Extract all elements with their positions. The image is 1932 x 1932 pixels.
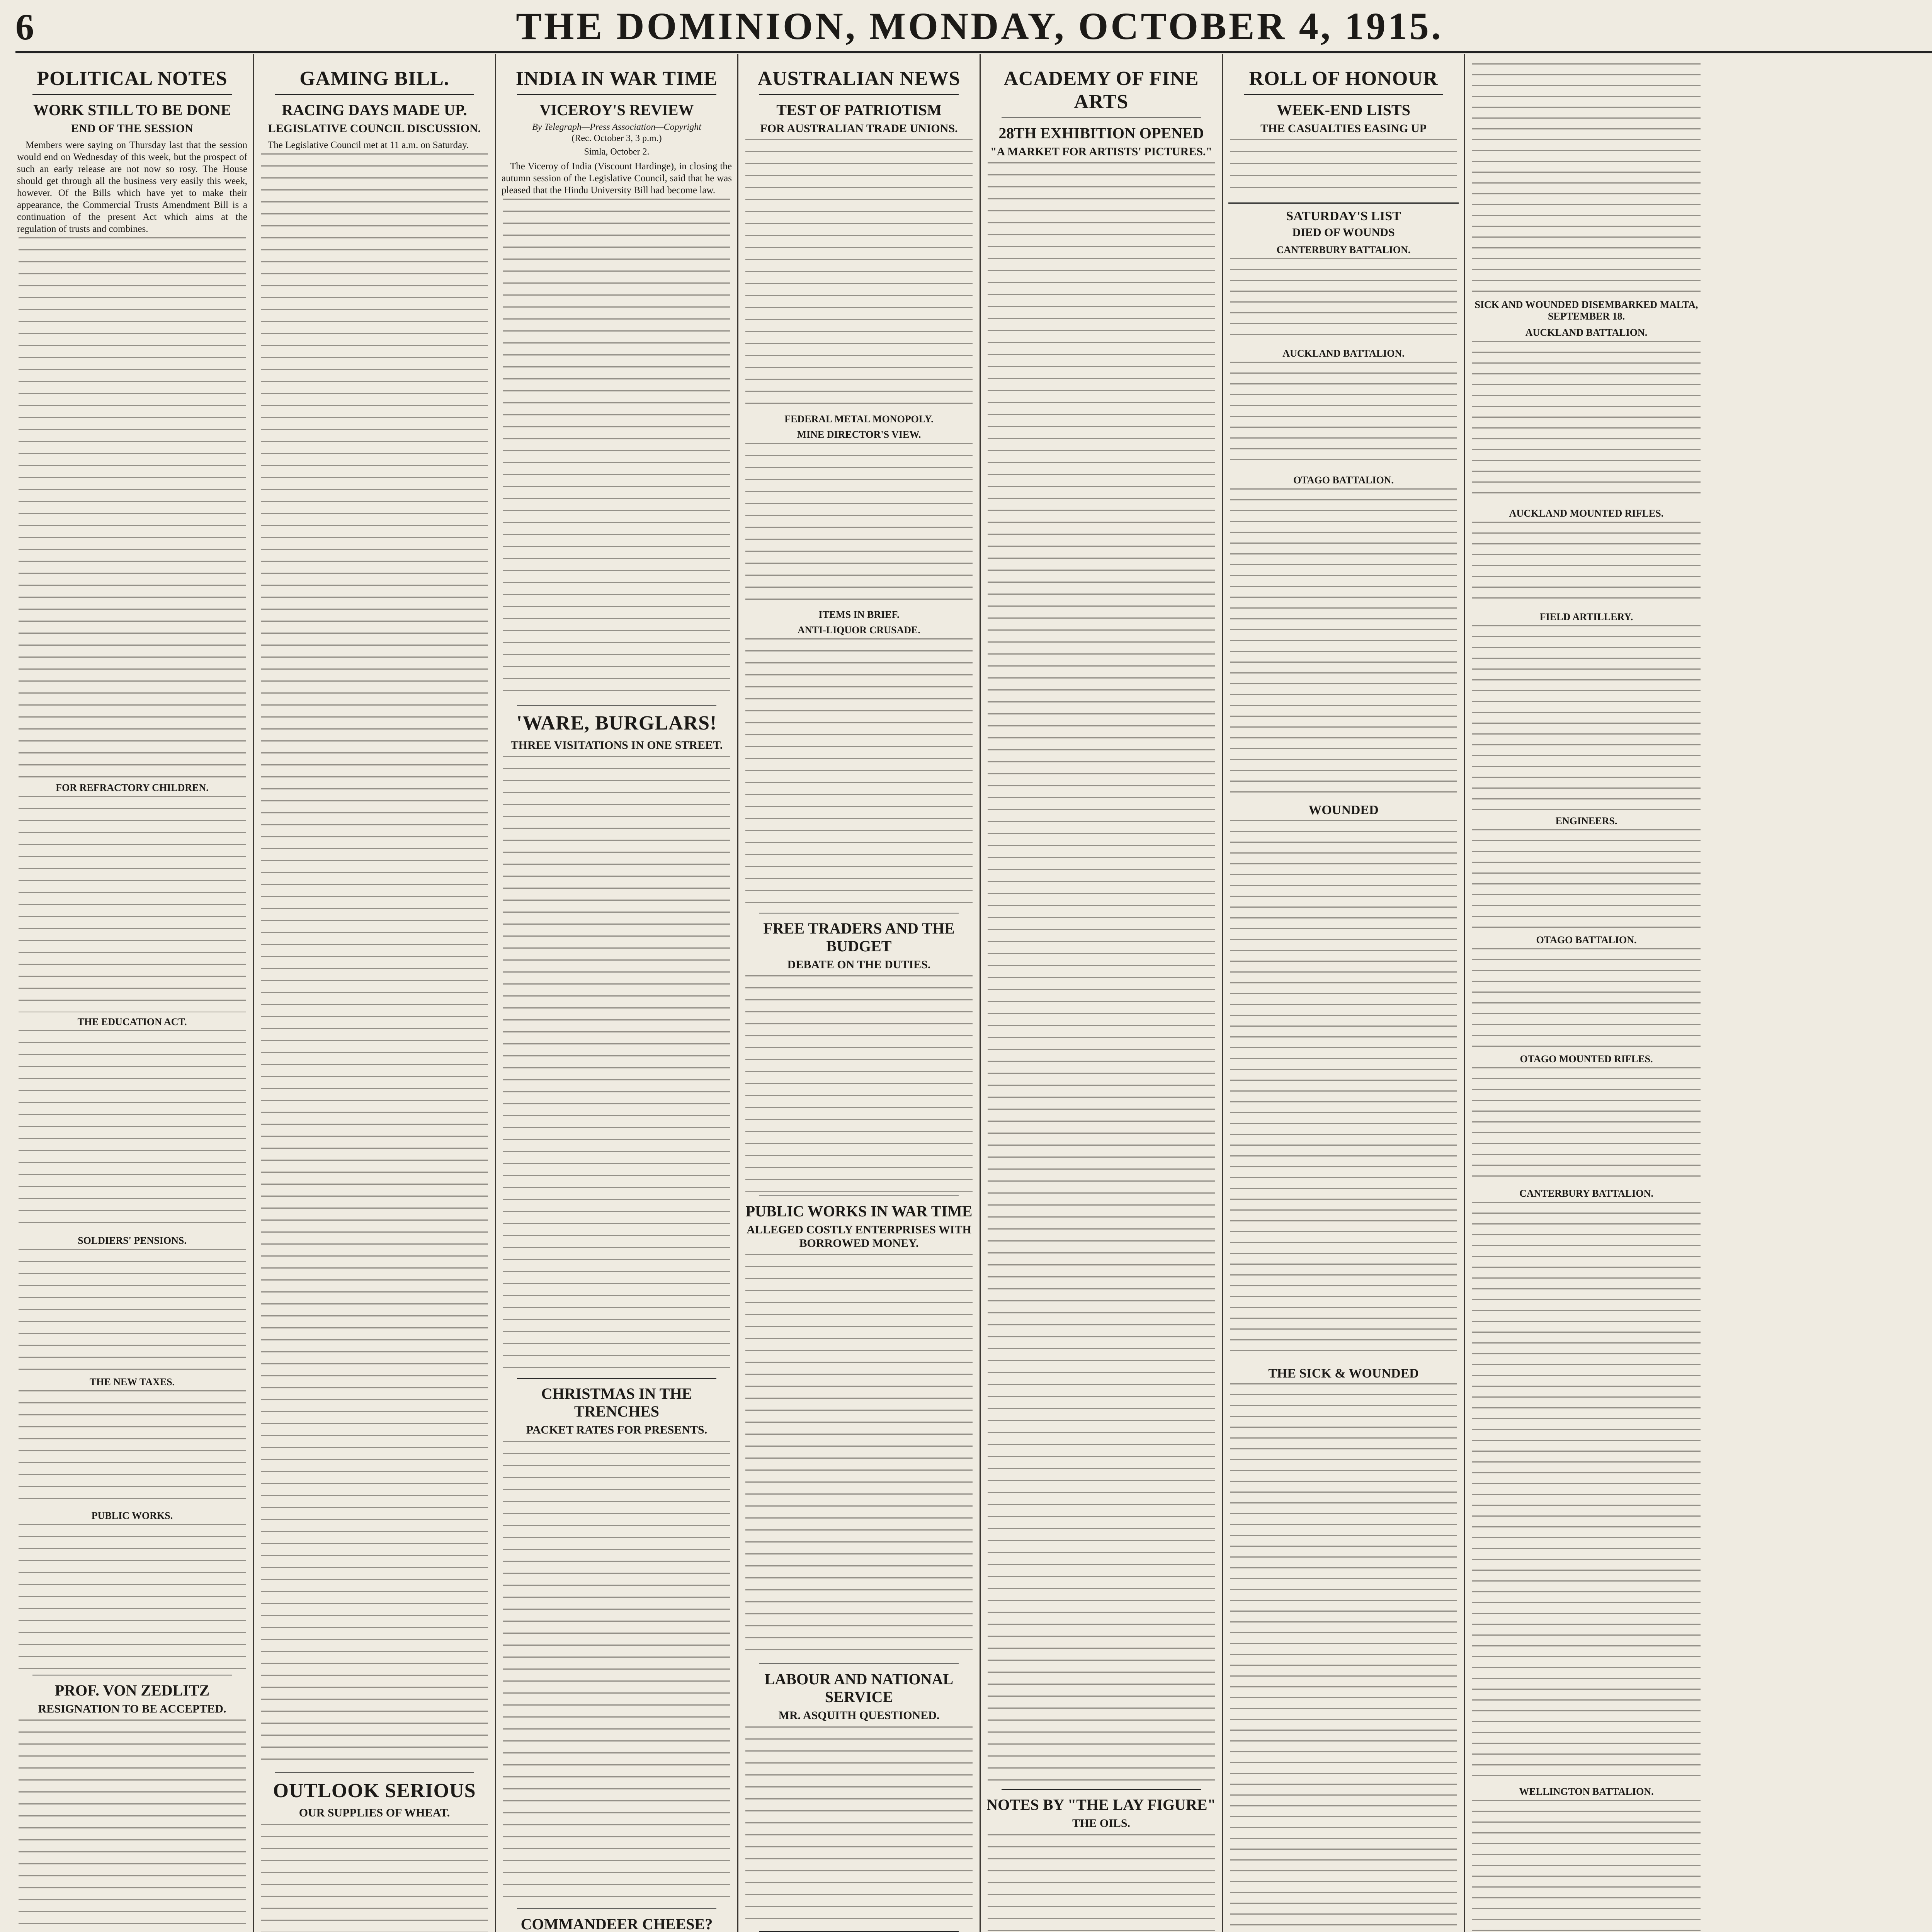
column-7: [1465, 54, 1708, 1932]
gaming-bill-sub: RACING DAYS MADE UP.: [282, 101, 467, 119]
zedlitz-heading: PROF. VON ZEDLITZ: [54, 1681, 210, 1699]
column-3: [496, 54, 738, 1932]
brief-sub: ANTI-LIQUOR CRUSADE.: [798, 624, 920, 636]
article-text: [19, 237, 246, 778]
academy-sub2: "A MARKET FOR ARTISTS' PICTURES.": [990, 145, 1213, 158]
saturday-list-heading: SATURDAY'S LIST: [1286, 209, 1401, 224]
casualty-list: [1472, 948, 1701, 1049]
roll-of-honour-sub: WEEK-END LISTS: [1277, 101, 1410, 119]
article-text: [503, 756, 730, 1374]
casualty-list: [1472, 63, 1701, 295]
article-text: [261, 1824, 488, 1932]
unit-heading: WELLINGTON BATTALION.: [1519, 1786, 1654, 1797]
cheese-heading: COMMANDEER CHEESE?: [520, 1915, 713, 1932]
casualty-list: [1472, 1202, 1701, 1781]
labour-heading: LABOUR AND NATIONAL SERVICE: [764, 1670, 954, 1706]
federal-heading: FEDERAL METAL MONOPOLY.: [784, 413, 934, 425]
unit-heading: CANTERBURY BATTALION.: [1276, 244, 1411, 255]
india-sub: VICEROY'S REVIEW: [539, 101, 694, 119]
burglars-sub: THREE VISITATIONS IN ONE STREET.: [510, 738, 723, 752]
columns: [12, 54, 1932, 1932]
dateline: (Rec. October 3, 3 p.m.): [571, 133, 662, 143]
political-notes-heading: POLITICAL NOTES: [37, 68, 228, 90]
gaming-bill-body: [259, 139, 490, 151]
zedlitz-sub: RESIGNATION TO BE ACCEPTED.: [38, 1702, 226, 1715]
article-text: [745, 1254, 973, 1660]
article-text: [503, 1441, 730, 1905]
column-1: [12, 54, 254, 1932]
academy-heading: ACADEMY OF FINE ARTS: [1003, 68, 1199, 113]
gaming-bill-heading: GAMING BILL.: [299, 68, 449, 90]
unit-heading: AUCKLAND BATTALION.: [1525, 327, 1648, 338]
roll-of-honour-sub2: THE CASUALTIES EASING UP: [1260, 122, 1427, 135]
casualty-list: [1472, 829, 1701, 930]
patriotism-heading: TEST OF PATRIOTISM: [776, 101, 942, 119]
column-2: [254, 54, 496, 1932]
casualty-list: [1230, 258, 1457, 343]
unit-heading: OTAGO BATTALION.: [1536, 934, 1637, 946]
casualty-list: [1230, 488, 1457, 798]
public-works-heading: PUBLIC WORKS.: [91, 1510, 173, 1521]
article-text: [19, 1524, 246, 1671]
public-works-war-heading: PUBLIC WORKS IN WAR TIME: [745, 1202, 973, 1220]
burglars-heading: 'WARE, BURGLARS!: [516, 712, 717, 734]
column-6: [1223, 54, 1465, 1932]
sick-malta-heading: SICK AND WOUNDED DISEMBARKED MALTA, SEPTEMBER 18.: [1475, 299, 1698, 322]
article-text: [745, 975, 973, 1192]
masthead-rule: [15, 51, 1932, 53]
australian-news-heading: AUSTRALIAN NEWS: [757, 68, 961, 90]
casualty-list: [1230, 362, 1457, 470]
refractory-heading: FOR REFRACTORY CHILDREN.: [56, 782, 209, 794]
casualty-list: [1472, 1067, 1701, 1183]
roll-of-honour-heading: ROLL OF HONOUR: [1249, 68, 1438, 90]
india-intro: The Viceroy of India (Viscount Hardinge), in closing the autumn session of the Legislative Council, said that he was pleased that the Hindu University Bill had become law.: [502, 161, 732, 196]
casualty-list: [1472, 1800, 1701, 1932]
article-text: [19, 796, 246, 1012]
byline: By Telegraph—Press Association—Copyright: [532, 122, 701, 132]
article-text: [19, 1390, 246, 1506]
education-heading: THE EDUCATION ACT.: [77, 1016, 187, 1028]
india-body: [502, 160, 732, 196]
article-text: [745, 1726, 973, 1927]
article-text: [745, 638, 973, 909]
lay-figure-heading: NOTES BY "THE LAY FIGURE": [986, 1796, 1216, 1814]
placeline: Simla, October 2.: [584, 146, 650, 157]
unit-heading: CANTERBURY BATTALION.: [1519, 1187, 1653, 1199]
labour-sub: MR. ASQUITH QUESTIONED.: [778, 1709, 940, 1722]
outlook-heading: OUTLOOK SERIOUS: [273, 1780, 476, 1802]
lay-figure-sub: THE OILS.: [1072, 1817, 1131, 1830]
political-notes-body: [17, 139, 247, 235]
sick-wounded-heading: THE SICK & WOUNDED: [1268, 1366, 1419, 1381]
free-traders-sub: DEBATE ON THE DUTIES.: [787, 958, 931, 971]
unit-heading: AUCKLAND MOUNTED RIFLES.: [1509, 507, 1664, 519]
saturday-died-heading: DIED OF WOUNDS: [1292, 226, 1395, 239]
patriotism-sub: FOR AUSTRALIAN TRADE UNIONS.: [760, 122, 958, 135]
newspaper-title: THE DOMINION, MONDAY, OCTOBER 4, 1915.: [516, 5, 1443, 48]
gaming-bill-sub2: LEGISLATIVE COUNCIL DISCUSSION.: [268, 122, 481, 135]
federal-sub: MINE DIRECTOR'S VIEW.: [797, 429, 921, 440]
casualty-list: [1230, 1383, 1457, 1932]
wounded-heading: WOUNDED: [1308, 803, 1379, 817]
article-text: [19, 1030, 246, 1231]
outlook-sub: OUR SUPPLIES OF WHEAT.: [299, 1806, 450, 1820]
political-notes-sub: WORK STILL TO BE DONE: [33, 101, 231, 119]
free-traders-heading: FREE TRADERS AND THE BUDGET: [763, 919, 955, 955]
christmas-heading: CHRISTMAS IN THE TRENCHES: [541, 1385, 692, 1420]
political-notes-sub2: END OF THE SESSION: [71, 122, 193, 135]
unit-heading: AUCKLAND BATTALION.: [1282, 347, 1405, 359]
soldiers-heading: SOLDIERS' PENSIONS.: [78, 1235, 187, 1247]
page-number: 6: [15, 6, 34, 48]
casualty-list: [1472, 625, 1701, 811]
taxes-heading: THE NEW TAXES.: [89, 1376, 175, 1388]
gaming-bill-intro: The Legislative Council met at 11 a.m. on Saturday.: [268, 140, 469, 151]
india-heading: INDIA IN WAR TIME: [515, 68, 718, 90]
column-5: [981, 54, 1223, 1932]
column-4: [738, 54, 981, 1932]
article-text: [19, 1719, 246, 1932]
article-text: [1230, 139, 1457, 197]
academy-sub: 28TH EXHIBITION OPENED: [998, 124, 1204, 142]
casualty-list: [1472, 522, 1701, 607]
casualty-list: [1472, 341, 1701, 503]
brief-heading: ITEMS IN BRIEF.: [818, 609, 900, 621]
article-text: [988, 162, 1215, 1785]
casualty-list: [1230, 820, 1457, 1361]
article-text: [988, 1834, 1215, 1932]
political-notes-intro: Members were saying on Thursday last that the session would end on Wednesday of this week, but the prospect of such an early release are not now so rosy. The House should get through all the business very easily this week, however. Of the Bills which have yet to make their appearance, the Commercial Trusts Amendment Bill is a continuation of the present Act which aims at the regulation of trusts and combines.: [17, 140, 247, 235]
unit-heading: OTAGO BATTALION.: [1293, 474, 1394, 486]
article-text: [261, 153, 488, 1769]
unit-heading: OTAGO MOUNTED RIFLES.: [1520, 1053, 1653, 1065]
christmas-sub: PACKET RATES FOR PRESENTS.: [526, 1423, 707, 1437]
article-text: [745, 443, 973, 605]
article-text: [745, 139, 973, 410]
article-text: [503, 199, 730, 701]
unit-heading: ENGINEERS.: [1555, 815, 1617, 827]
masthead: [15, 4, 1932, 50]
article-text: [19, 1249, 246, 1372]
public-works-war-sub: ALLEGED COSTLY ENTERPRISES WITH BORROWED MONEY.: [747, 1223, 971, 1250]
unit-heading: FIELD ARTILLERY.: [1539, 611, 1633, 622]
